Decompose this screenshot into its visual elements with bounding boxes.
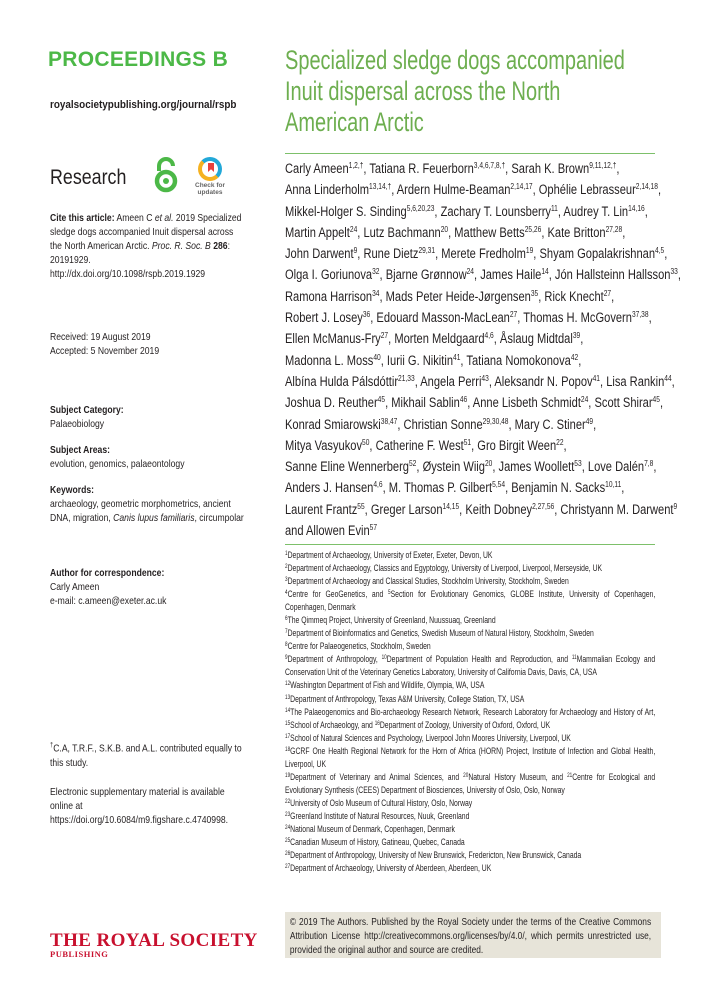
affiliation xyxy=(285,693,655,706)
author: Sanne Eline Wennerberg$^{52}$ xyxy=(285,459,417,475)
author: Aleksandr N. Popov$^{41}$ xyxy=(494,373,601,389)
author-affiliation-marks: 43 xyxy=(481,373,489,383)
author: Ophélie Lebrasseur$^{2,14,18}$ xyxy=(538,182,658,198)
authors-divider xyxy=(285,544,655,545)
author: Madonna L. Moss$^{40}$ xyxy=(285,352,381,368)
affiliation-number: 24 xyxy=(285,823,291,831)
affiliation-number: 6 xyxy=(285,615,288,623)
author-affiliation-marks: 19 xyxy=(525,246,534,256)
affiliation-text: Greenland Institute of Natural Resources, Nuuk, Greenland xyxy=(290,810,470,822)
author-affiliation-marks: 4,5 xyxy=(655,246,665,256)
affiliation-number: 3 xyxy=(285,576,288,584)
author: Jón Hallsteinn Hallsson$^{33}$ xyxy=(554,267,678,283)
author: Øystein Wiig$^{20}$ xyxy=(422,459,493,475)
affiliation-text: Centre for Ecological and Evolutionary Synthesis (CEES) Department of Biosciences, University of Oslo, Oslo, Norway xyxy=(285,771,656,796)
author-line: Joshua D. Reuther$^{45}$, Mikhail Sablin$^{46}$, Anne Lisbeth Schmidt$^{24}$, Scott Shirar$^{45}$, xyxy=(285,395,664,411)
check-updates-label: Check for updates xyxy=(195,182,225,196)
author: Carly Ameen$^{1,2,\dagger}$ xyxy=(285,161,364,176)
author: Åslaug Midtdal$^{39}$ xyxy=(499,331,581,347)
affiliation-text: The Palaeogenomics and Bio-archaeology Research Network, Research Laboratory for Archaeology and History of Art, xyxy=(290,706,656,718)
author: Ardern Hulme-Beaman$^{2,14,17}$ xyxy=(396,182,533,198)
author-affiliation-marks: 41 xyxy=(592,373,601,383)
author-line: Anna Linderholm$^{13,14,\dagger}$, Ardern Hulme-Beaman$^{2,14,17}$, Ophélie Lebrasseur$^{2,14,18}$, xyxy=(285,182,662,198)
author-affiliation-marks: 50 xyxy=(362,437,370,447)
author-affiliation-marks: 14 xyxy=(541,267,549,277)
affiliation-number: 19 xyxy=(285,771,291,779)
author: Olga I. Goriunova$^{32}$ xyxy=(285,267,380,283)
affiliation xyxy=(285,771,655,797)
author-affiliation-marks: 9,11,12,† xyxy=(589,161,617,170)
author: Martin Appelt$^{24}$ xyxy=(285,224,358,240)
affiliation-list xyxy=(285,549,655,875)
author-affiliation-marks: 53 xyxy=(574,459,582,469)
affiliation-number: 9 xyxy=(285,654,288,662)
journal-url[interactable]: royalsocietypublishing.org/journal/rspb xyxy=(50,99,237,111)
author-affiliation-marks: 49 xyxy=(585,416,594,426)
author-line: and Allowen Evin$^{57}$ xyxy=(285,523,378,539)
author: Laurent Frantz$^{55}$ xyxy=(285,501,365,517)
open-access-icon[interactable] xyxy=(153,157,179,193)
affiliation-number: 13 xyxy=(285,693,291,701)
supplementary-note xyxy=(50,785,260,827)
affiliation-text: Washington Department of Fish and Wildlife, Olympia, WA, USA xyxy=(290,680,485,692)
author-affiliation-marks: 45 xyxy=(652,395,660,405)
author-affiliation-marks: 27,28 xyxy=(605,224,623,234)
author-affiliation-marks: 57 xyxy=(369,523,378,533)
affiliation-text: Department of Archaeology, University of Exeter, Exeter, Devon, UK xyxy=(287,550,493,561)
author: Scott Shirar$^{45}$ xyxy=(594,395,660,411)
author: Bjarne Grønnow$^{24}$ xyxy=(385,267,475,283)
affiliation-text: Department of Anthropology, Texas A&M University, College Station, TX, USA xyxy=(290,693,525,705)
author: Anna Linderholm$^{13,14,\dagger}$ xyxy=(285,182,392,198)
author-line: Anders J. Hansen$^{4,6}$, M. Thomas P. Gilbert$^{5,54}$, Benjamin N. Sacks$^{10,11}$, xyxy=(285,480,625,496)
author-affiliation-marks: 24 xyxy=(580,395,589,405)
journal-name: PROCEEDINGS B xyxy=(48,48,229,71)
author-affiliation-marks: 2,14,17 xyxy=(510,182,533,192)
cite-authors: Ameen C xyxy=(116,212,153,224)
author-line: Ramona Harrison$^{34}$, Mads Peter Heide-Jørgensen$^{35}$, Rick Knecht$^{27}$, xyxy=(285,288,615,304)
author-affiliation-marks: 7,8 xyxy=(644,459,654,469)
accepted-date: Accepted: 5 November 2019 xyxy=(50,345,160,357)
author: Angela Perri$^{43}$ xyxy=(420,373,489,389)
author-affiliation-marks: 10,11 xyxy=(605,480,622,490)
affiliation xyxy=(285,614,655,627)
author: Audrey T. Lin$^{14,16}$ xyxy=(563,203,645,219)
cite-title: Specialized sledge dogs accompanied Inuit dispersal across the North American Arctic. xyxy=(50,212,242,252)
author: Lisa Rankin$^{44}$ xyxy=(606,373,672,389)
author-affiliation-marks: 27 xyxy=(380,331,389,341)
author-affiliation-marks: 22 xyxy=(556,437,564,447)
affiliation-text: Centre for Palaeogenetics, Stockholm, Sweden xyxy=(287,641,431,653)
author: Anne Lisbeth Schmidt$^{24}$ xyxy=(472,395,589,411)
affiliation-text: Department of Population Health and Reproduction, and xyxy=(386,654,572,666)
correspondence-name: Carly Ameen xyxy=(50,581,100,593)
author: Ramona Harrison$^{34}$ xyxy=(285,288,380,304)
affiliation-number: 22 xyxy=(285,797,291,805)
author-line: Madonna L. Moss$^{40}$, Iurii G. Nikitin$^{41}$, Tatiana Nomokonova$^{42}$, xyxy=(285,352,582,368)
title-divider xyxy=(285,153,655,154)
author: Shyam Gopalakrishnan$^{4,5}$ xyxy=(539,246,665,262)
author-line: Carly Ameen$^{1,2,\dagger}$, Tatiana R. Feuerborn$^{3,4,6,7,8,\dagger}$, Sarah K. Brown$^{9,11,12,\dagger}$, xyxy=(285,161,620,176)
author: Konrad Smiarowski$^{38,47}$ xyxy=(285,416,398,432)
author-affiliation-marks: 35 xyxy=(530,288,539,298)
author: Rick Knecht$^{27}$ xyxy=(544,288,612,304)
author-affiliation-marks: 34 xyxy=(372,288,380,298)
author: Matthew Betts$^{25,26}$ xyxy=(454,224,542,240)
subject-areas-label: Subject Areas: xyxy=(50,444,110,456)
received-date: Received: 19 August 2019 xyxy=(50,331,151,343)
author-affiliation-marks: 1,2,† xyxy=(348,161,364,170)
subject-category-label: Subject Category: xyxy=(50,404,124,416)
affiliation-text: Section for Evolutionary Genomics, GLOBE Institute, University of Copenhagen, Copenhagen, Denmark xyxy=(285,589,656,614)
affiliation xyxy=(285,810,655,823)
author: Merete Fredholm$^{19}$ xyxy=(441,246,534,262)
affiliation xyxy=(285,745,655,771)
affiliation-number: 12 xyxy=(285,680,291,688)
affiliation-number: 4 xyxy=(285,589,288,597)
author-line: Mikkel-Holger S. Sinding$^{5,6,20,23}$, Zachary T. Lounsberry$^{11}$, Audrey T. Lin$^{14,16}$, xyxy=(285,203,648,219)
author-affiliation-marks: 5,6,20,23 xyxy=(406,203,435,213)
author: Albína Hulda Pálsdóttir$^{21,33}$ xyxy=(285,373,415,389)
author-affiliation-marks: 27 xyxy=(603,288,612,298)
affiliation-text: University of Oslo Museum of Cultural History, Oslo, Norway xyxy=(290,797,473,809)
affiliation-text: Department of Zoology, University of Oxford, Oxford, UK xyxy=(379,719,551,731)
affiliation-number: 10 xyxy=(381,654,387,662)
affiliation xyxy=(285,732,655,745)
author: Mikkel-Holger S. Sinding$^{5,6,20,23}$ xyxy=(285,203,435,219)
author: Joshua D. Reuther$^{45}$ xyxy=(285,395,386,411)
affiliation xyxy=(285,862,655,875)
author-affiliation-marks: 42 xyxy=(570,352,579,362)
affiliation-text: School of Natural Sciences and Psychology, Liverpool John Moores University, Liverpool, UK xyxy=(290,732,571,744)
dagger-mark: † xyxy=(50,742,54,749)
author-affiliation-marks: 46 xyxy=(459,395,468,405)
author-affiliation-marks: 9 xyxy=(673,501,678,511)
publisher-sub: PUBLISHING xyxy=(50,949,109,959)
author-affiliation-marks: 52 xyxy=(408,459,417,469)
author-affiliation-marks: 3,4,6,7,8,† xyxy=(473,161,506,170)
affiliation-number: 7 xyxy=(285,628,288,636)
affiliation xyxy=(285,797,655,810)
author-affiliation-marks: 13,14,† xyxy=(369,182,392,192)
keywords-text: archaeology, geometric morphometrics, ancient DNA, migration, xyxy=(50,498,231,524)
author-line: Martin Appelt$^{24}$, Lutz Bachmann$^{20}$, Matthew Betts$^{25,26}$, Kate Britton$^{27,28}$, xyxy=(285,224,626,240)
author-affiliation-marks: 33 xyxy=(670,267,678,277)
affiliation-text: Centre for GeoGenetics, and xyxy=(287,589,389,601)
affiliation-text: Department of Anthropology, xyxy=(287,654,382,666)
cite-volume: 286 xyxy=(213,240,228,252)
affiliation-number: 20 xyxy=(463,771,469,779)
keywords-species: Canis lupus familiaris xyxy=(113,512,195,524)
license-box xyxy=(285,912,661,958)
author-line: Konrad Smiarowski$^{38,47}$, Christian Sonne$^{29,30,48}$, Mary C. Stiner$^{49}$, xyxy=(285,416,597,432)
affiliation-number: 27 xyxy=(285,863,291,871)
author: James Haile$^{14}$ xyxy=(480,267,549,283)
author-affiliation-marks: 25,26 xyxy=(524,224,542,234)
affiliation-text: The Qimmeq Project, University of Greenland, Nuussuaq, Greenland xyxy=(287,615,496,627)
author: Gro Birgit Ween$^{22}$ xyxy=(477,437,564,453)
footnote-text: C.A, T.R.F., S.K.B. and A.L. contributed equally to this study. xyxy=(50,742,242,769)
author-affiliation-marks: 24 xyxy=(466,267,475,277)
author-affiliation-marks: 14,15 xyxy=(442,501,460,511)
cite-journal: Proc. R. Soc. B xyxy=(151,240,211,252)
author-affiliation-marks: 40 xyxy=(373,352,381,362)
affiliation xyxy=(285,679,655,692)
author-line: Ellen McManus-Fry$^{27}$, Morten Meldgaard$^{4,6}$, Åslaug Midtdal$^{39}$, xyxy=(285,331,584,347)
supplementary-text: Electronic supplementary material is available online at https://doi.org/10.6084/m9.figshare.c.4740998. xyxy=(50,786,229,826)
author-affiliation-marks: 11 xyxy=(550,203,558,213)
author: Love Dalén$^{7,8}$ xyxy=(587,459,654,475)
affiliation-text: Department of Bioinformatics and Genetics, Swedish Museum of Natural History, Stockholm, Sweden xyxy=(287,628,594,640)
author: Christian Sonne$^{29,30,48}$ xyxy=(403,416,509,432)
author-line: Sanne Eline Wennerberg$^{52}$, Øystein Wiig$^{20}$, James Woollett$^{53}$, Love Dalén$^{7,8}$, xyxy=(285,459,657,475)
author-affiliation-marks: 37,38 xyxy=(631,310,649,320)
author: Keith Dobney$^{2,27,56}$ xyxy=(465,501,555,517)
author-affiliation-marks: 14,16 xyxy=(628,203,645,213)
affiliation xyxy=(285,640,655,653)
affiliation xyxy=(285,653,655,679)
author: Sarah K. Brown$^{9,11,12,\dagger}$ xyxy=(511,161,617,176)
cite-year: 2019 xyxy=(175,212,196,224)
affiliation-number: 15 xyxy=(285,719,291,727)
affiliation-text: Department of Archaeology, Classics and Egyptology, University of Liverpool, Liverpool, Merseyside, UK xyxy=(287,563,603,575)
author: James Woollett$^{53}$ xyxy=(498,459,582,475)
royal-society-logo xyxy=(50,930,258,959)
author-affiliation-marks: 41 xyxy=(453,352,461,362)
author: Lutz Bachmann$^{20}$ xyxy=(363,224,449,240)
author-affiliation-marks: 44 xyxy=(664,373,672,383)
correspondence xyxy=(50,566,260,608)
author-line: Albína Hulda Pálsdóttir$^{21,33}$, Angela Perri$^{43}$, Aleksandr N. Popov$^{41}$, Lisa Rankin$^{44}$, xyxy=(285,373,675,389)
author: John Darwent$^9$ xyxy=(285,246,358,262)
affiliation xyxy=(285,836,655,849)
affiliation-number: 18 xyxy=(285,745,291,753)
author-affiliation-marks: 5,54 xyxy=(492,480,506,490)
author: Tatiana R. Feuerborn$^{3,4,6,7,8,\dagger}$ xyxy=(369,161,506,176)
affiliation-number: 11 xyxy=(571,654,577,662)
affiliation-number: 25 xyxy=(285,837,291,845)
affiliation-number: 5 xyxy=(388,589,391,597)
subject-areas xyxy=(50,443,260,471)
author-line: Olga I. Goriunova$^{32}$, Bjarne Grønnow$^{24}$, James Haile$^{14}$, Jón Hallsteinn Hallsson$^{33}$, xyxy=(285,267,681,283)
author-affiliation-marks: 9 xyxy=(353,246,358,256)
author-affiliation-marks: 55 xyxy=(357,501,365,511)
affiliation-text: Natural History Museum, and xyxy=(468,771,568,783)
author: Robert J. Losey$^{36}$ xyxy=(285,310,371,326)
author: Tatiana Nomokonova$^{42}$ xyxy=(466,352,579,368)
affiliation xyxy=(285,575,655,588)
affiliation-number: 8 xyxy=(285,641,288,649)
subject-category xyxy=(50,403,260,431)
author: M. Thomas P. Gilbert$^{5,54}$ xyxy=(388,480,506,496)
author: Rune Dietz$^{29,31}$ xyxy=(363,246,436,262)
author-affiliation-marks: 36 xyxy=(362,310,371,320)
author-affiliation-marks: 24 xyxy=(349,224,358,234)
author: Greger Larson$^{14,15}$ xyxy=(370,501,460,517)
author: Anders J. Hansen$^{4,6}$ xyxy=(285,480,383,496)
subject-category-value: Palaeobiology xyxy=(50,418,105,430)
affiliation-number: 17 xyxy=(285,732,291,740)
affiliation-text: Mammalian Ecology and Conservation Unit of the Veterinary Genetics Laboratory, University of California Davis, Davis, CA, USA xyxy=(285,654,656,679)
author-affiliation-marks: 39 xyxy=(572,331,581,341)
author-affiliation-marks: 2,14,18 xyxy=(635,182,658,192)
author-affiliation-marks: 38,47 xyxy=(380,416,398,426)
author-affiliation-marks: 32 xyxy=(372,267,380,277)
author: Kate Britton$^{27,28}$ xyxy=(547,224,623,240)
author: Christyann M. Darwent$^9$ xyxy=(560,501,678,517)
section-label: Research xyxy=(50,166,127,189)
affiliation xyxy=(285,588,655,614)
citation-block xyxy=(50,211,260,281)
license-text: © 2019 The Authors. Published by the Royal Society under the terms of the Creative Commons Attribution License http://creativecommons.org/licenses/by/4.0/, which permits unrestricted use, provided the original author and source are credited. xyxy=(289,917,652,956)
affiliation xyxy=(285,627,655,640)
cite-etal: et al. xyxy=(154,212,174,224)
author-affiliation-marks: 4,6 xyxy=(484,331,494,341)
author-affiliation-marks: 29,30,48 xyxy=(482,416,509,426)
correspondence-email[interactable]: e-mail: c.ameen@exeter.ac.uk xyxy=(50,595,167,607)
author: Allowen Evin$^{57}$ xyxy=(306,523,378,539)
affiliation-number: 1 xyxy=(285,550,288,557)
author: Catherine F. West$^{51}$ xyxy=(375,437,472,453)
dates xyxy=(50,330,260,358)
publisher-name: THE ROYAL SOCIETY xyxy=(50,930,258,951)
bookmark-icon xyxy=(198,157,222,181)
author-affiliation-marks: 27 xyxy=(509,310,518,320)
affiliation xyxy=(285,849,655,862)
author: Morten Meldgaard$^{4,6}$ xyxy=(394,331,494,347)
article-title: Specialized sledge dogs accompanied Inuit dispersal across the North American Arctic xyxy=(285,45,625,137)
affiliation xyxy=(285,549,655,562)
author: Iurii G. Nikitin$^{41}$ xyxy=(386,352,461,368)
author-line: Mitya Vasyukov$^{50}$, Catherine F. West$^{51}$, Gro Birgit Ween$^{22}$, xyxy=(285,437,567,453)
affiliation-text: Canadian Museum of History, Gatineau, Quebec, Canada xyxy=(290,837,465,849)
affiliation xyxy=(285,706,655,732)
author: Zachary T. Lounsberry$^{11}$ xyxy=(440,203,558,219)
cite-label: Cite this article: xyxy=(50,212,115,224)
author-affiliation-marks: 4,6 xyxy=(373,480,383,490)
author-list xyxy=(285,158,681,541)
keywords-value xyxy=(50,497,245,525)
affiliation-number: 14 xyxy=(285,706,291,714)
author-affiliation-marks: 20 xyxy=(440,224,449,234)
author-line: John Darwent$^9$, Rune Dietz$^{29,31}$, Merete Fredholm$^{19}$, Shyam Gopalakrishnan$^{4,5}$, xyxy=(285,246,668,262)
author-line: Robert J. Losey$^{36}$, Edouard Masson-MacLean$^{27}$, Thomas H. McGovern$^{37,38}$, xyxy=(285,310,652,326)
affiliation-number: 16 xyxy=(374,719,380,727)
affiliation-number: 23 xyxy=(285,810,291,818)
affiliation-text: Department of Anthropology, University of New Brunswick, Fredericton, New Brunswick, Canada xyxy=(290,850,582,862)
affiliation-text: Department of Archaeology and Classical Studies, Stockholm University, Stockholm, Sweden xyxy=(287,576,569,588)
author: Mary C. Stiner$^{49}$ xyxy=(514,416,594,432)
author-affiliation-marks: 2,27,56 xyxy=(532,501,555,511)
cite-article: : 20191929. xyxy=(50,240,230,266)
author: Mikhail Sablin$^{46}$ xyxy=(391,395,468,411)
author: Mitya Vasyukov$^{50}$ xyxy=(285,437,370,453)
author: Ellen McManus-Fry$^{27}$ xyxy=(285,331,389,347)
affiliation-text: Department of Archaeology, University of Aberdeen, Aberdeen, UK xyxy=(290,863,492,875)
subject-areas-value: evolution, genomics, palaeontology xyxy=(50,458,185,470)
affiliation-text: Department of Veterinary and Animal Sciences, and xyxy=(290,771,464,783)
author: Mads Peter Heide-Jørgensen$^{35}$ xyxy=(385,288,539,304)
affiliation xyxy=(285,562,655,575)
affiliation-number: 21 xyxy=(567,771,573,779)
cite-doi-link[interactable]: http://dx.doi.org/10.1098/rspb.2019.1929 xyxy=(50,268,206,280)
affiliation-number: 2 xyxy=(285,563,288,571)
author-line: Laurent Frantz$^{55}$, Greger Larson$^{14,15}$, Keith Dobney$^{2,27,56}$, Christyann M. Darwent$^9$ xyxy=(285,501,678,517)
author: Thomas H. McGovern$^{37,38}$ xyxy=(523,310,649,326)
author-affiliation-marks: 51 xyxy=(463,437,472,447)
affiliation-text: School of Archaeology, and xyxy=(290,719,375,731)
author-affiliation-marks: 45 xyxy=(377,395,386,405)
affiliation-text: National Museum of Denmark, Copenhagen, Denmark xyxy=(290,823,455,835)
author-affiliation-marks: 20 xyxy=(484,459,493,469)
affiliation-number: 26 xyxy=(285,850,291,858)
author: Edouard Masson-MacLean$^{27}$ xyxy=(376,310,518,326)
author: Benjamin N. Sacks$^{10,11}$ xyxy=(511,480,622,496)
keywords xyxy=(50,483,260,525)
equal-contribution-note xyxy=(50,739,260,770)
affiliation xyxy=(285,823,655,836)
keywords-tail: , circumpolar xyxy=(194,512,244,524)
correspondence-label: Author for correspondence: xyxy=(50,567,165,579)
check-for-updates-button[interactable] xyxy=(193,157,227,196)
author-affiliation-marks: 29,31 xyxy=(418,246,436,256)
keywords-label: Keywords: xyxy=(50,484,95,496)
author-affiliation-marks: 21,33 xyxy=(398,373,415,383)
affiliation-text: GCRF One Health Regional Network for the Horn of Africa (HORN) Project, Institute of Infection and Global Health, Liverpool, UK xyxy=(285,745,656,770)
